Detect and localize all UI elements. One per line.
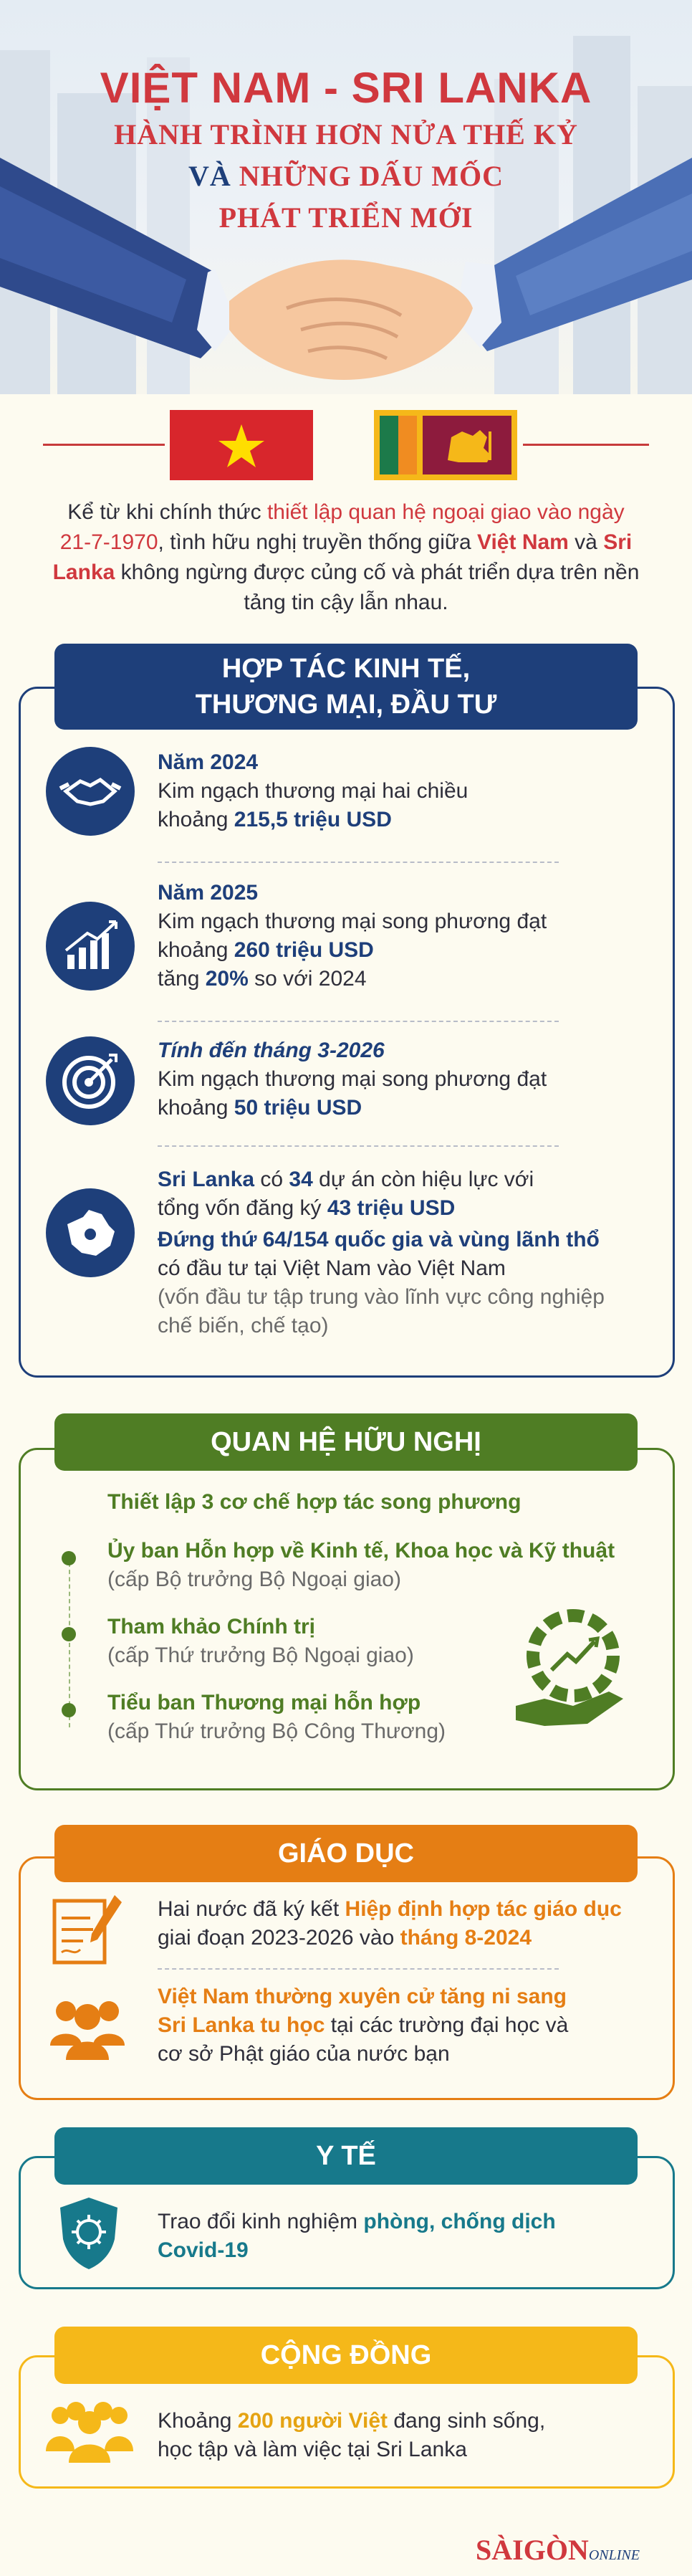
item-highlight: Hiệp định hợp tác giáo dục xyxy=(345,1897,622,1921)
item-text: học tập và làm việc tại Sri Lanka xyxy=(158,2438,467,2461)
item-text: Kim ngạch thương mại song phương đạt xyxy=(158,1067,547,1091)
item-value: 64/154 xyxy=(262,1228,329,1251)
puzzle-map-icon xyxy=(46,1188,135,1277)
people-group-icon xyxy=(44,1993,130,2064)
mechanism-level: (cấp Thứ trưởng Bộ Công Thương) xyxy=(107,1719,446,1743)
item-text: khoảng xyxy=(158,808,234,831)
intro-text: và xyxy=(568,530,604,554)
community-item xyxy=(158,2407,659,2464)
document-pen-icon xyxy=(47,1889,126,1968)
item-text: có xyxy=(254,1168,289,1191)
shield-virus-icon xyxy=(53,2193,125,2272)
item-value: 215,5 triệu USD xyxy=(234,808,392,831)
lion-icon xyxy=(380,416,511,474)
item-text: còn hiệu lực với xyxy=(375,1168,534,1191)
mechanism-level: (cấp Bộ trưởng Bộ Ngoại giao) xyxy=(107,1568,401,1591)
item-text: cơ sở Phật giáo của nước bạn xyxy=(158,2042,450,2066)
item-heading: Năm 2024 xyxy=(158,750,259,774)
intro-highlight-srilanka: Sri Lanka xyxy=(52,530,633,584)
item-text: so với 2024 xyxy=(248,967,367,991)
page-subtitle-line2 xyxy=(0,159,692,193)
item-text: Khoảng xyxy=(158,2409,238,2433)
health-item xyxy=(158,2208,659,2265)
item-text: khoảng xyxy=(158,938,234,962)
item-value: 34 xyxy=(289,1168,313,1191)
intro-highlight-vietnam: Việt Nam xyxy=(477,530,569,554)
item-text: dự án xyxy=(312,1168,375,1191)
item-value: triệu USD xyxy=(351,1196,456,1220)
item-highlight: người Việt xyxy=(273,2409,388,2433)
target-icon xyxy=(46,1036,135,1125)
item-text: quốc gia và vùng lãnh thổ xyxy=(328,1228,600,1251)
item-text: Hai nước đã ký kết xyxy=(158,1897,345,1921)
divider xyxy=(158,1021,559,1022)
bullet-dot xyxy=(62,1551,76,1565)
item-highlight: Sri Lanka tu học xyxy=(158,2013,325,2037)
economy-title-line1: HỢP TÁC KINH TẾ, xyxy=(221,654,471,684)
friendship-intro: Thiết lập 3 cơ chế hợp tác song phương xyxy=(107,1490,522,1514)
divider xyxy=(158,862,559,863)
economy-item-investment xyxy=(158,1165,652,1340)
item-value: 50 triệu USD xyxy=(234,1096,362,1120)
divider xyxy=(158,1145,559,1147)
saigon-online-logo xyxy=(476,2533,640,2569)
item-value: 43 xyxy=(327,1196,352,1220)
vietnam-flag xyxy=(170,410,313,480)
economy-item-2026 xyxy=(158,1036,645,1122)
health-section-title: Y TẾ xyxy=(54,2127,638,2185)
item-heading: Tính đến tháng 3-2026 xyxy=(158,1039,385,1062)
gear-hand-growth-icon xyxy=(501,1598,638,1735)
item-text: có đầu tư tại Việt Nam vào Việt Nam xyxy=(158,1256,506,1280)
intro-highlight-date: thiết lập quan hệ ngoại giao vào ngày 21-7-1970 xyxy=(59,500,625,554)
item-value: Sri Lanka xyxy=(158,1168,255,1191)
item-highlight: phòng, chống dịch xyxy=(363,2210,556,2233)
mechanism-item xyxy=(107,1537,652,1594)
bullet-dot xyxy=(62,1703,76,1717)
page-subtitle-line3: PHÁT TRIỂN MỚI xyxy=(218,201,474,234)
divider xyxy=(158,1968,559,1970)
mechanism-level: (cấp Thứ trưởng Bộ Ngoại giao) xyxy=(107,1644,414,1667)
item-heading: Năm 2025 xyxy=(158,881,259,905)
mechanism-item xyxy=(107,1689,509,1746)
item-text: giai đoạn 2023-2026 vào xyxy=(158,1926,400,1950)
economy-item-2025 xyxy=(158,879,645,993)
intro-paragraph xyxy=(50,497,642,618)
logo-suffix: ONLINE xyxy=(588,2547,640,2563)
item-text: Kim ngạch thương mại hai chiều xyxy=(158,779,468,803)
sri-lanka-flag xyxy=(374,410,517,480)
item-text: tại các trường đại học và xyxy=(325,2013,569,2037)
hero-banner xyxy=(0,0,692,394)
community-section-title: CỘNG ĐỒNG xyxy=(54,2327,638,2384)
item-note: chế biến, chế tạo) xyxy=(158,1314,329,1337)
item-text: tăng xyxy=(158,967,206,991)
item-text: Đứng thứ xyxy=(158,1228,263,1251)
item-text: đang sinh sống, xyxy=(388,2409,546,2433)
mechanism-name: Tham khảo Chính trị xyxy=(107,1615,316,1638)
divider xyxy=(523,444,649,446)
logo-text: SÀIGÒN xyxy=(476,2534,589,2566)
economy-item-2024 xyxy=(158,748,645,834)
education-item-monks xyxy=(158,1983,659,2069)
growth-chart-icon xyxy=(46,902,135,991)
item-value: 260 triệu USD xyxy=(234,938,374,962)
handshake-icon xyxy=(46,747,135,836)
education-item-agreement xyxy=(158,1895,659,1952)
economy-title-line2: THƯƠNG MẠI, ĐẦU TƯ xyxy=(195,690,497,720)
item-text: tổng vốn đăng ký xyxy=(158,1196,327,1220)
education-section-title: GIÁO DỤC xyxy=(54,1825,638,1882)
mechanism-name: Ủy ban Hỗn hợp về Kinh tế, Khoa học và Kỹ thuật xyxy=(107,1539,615,1563)
item-highlight: tháng 8-2024 xyxy=(400,1926,532,1950)
page-title: VIỆT NAM - SRI LANKA xyxy=(100,64,592,112)
item-note: (vốn đầu tư tập trung vào lĩnh vực công nghiệp xyxy=(158,1285,605,1309)
item-text: Kim ngạch thương mại song phương đạt xyxy=(158,910,547,933)
item-text: khoảng xyxy=(158,1096,234,1120)
mechanism-item xyxy=(107,1613,509,1670)
economy-section-title xyxy=(54,644,638,730)
subtitle-text: NHỮNG DẤU MỐC xyxy=(239,160,504,192)
item-value: 20% xyxy=(205,967,249,991)
intro-text: , tình hữu nghị truyền thống giữa xyxy=(158,530,477,554)
bullet-dot xyxy=(62,1627,76,1641)
intro-text: Kể từ khi chính thức xyxy=(67,500,267,524)
subtitle-connector: VÀ xyxy=(188,160,231,192)
item-highlight: Việt Nam thường xuyên cử tăng ni sang xyxy=(158,1985,567,2008)
community-people-icon xyxy=(43,2394,136,2466)
friendship-section-title: QUAN HỆ HỮU NGHỊ xyxy=(54,1413,638,1471)
intro-text: không ngừng được củng cố và phát triển dựa trên nền tảng tin cậy lẫn nhau. xyxy=(115,560,640,614)
mechanism-name: Tiểu ban Thương mại hỗn hợp xyxy=(107,1691,421,1714)
divider xyxy=(43,444,165,446)
item-text: Trao đổi kinh nghiệm xyxy=(158,2210,364,2233)
star-icon xyxy=(170,410,313,480)
item-highlight: 200 xyxy=(237,2409,274,2433)
page-subtitle-line1: HÀNH TRÌNH HƠN NỬA THẾ KỶ xyxy=(114,118,578,151)
item-highlight: Covid-19 xyxy=(158,2238,249,2262)
